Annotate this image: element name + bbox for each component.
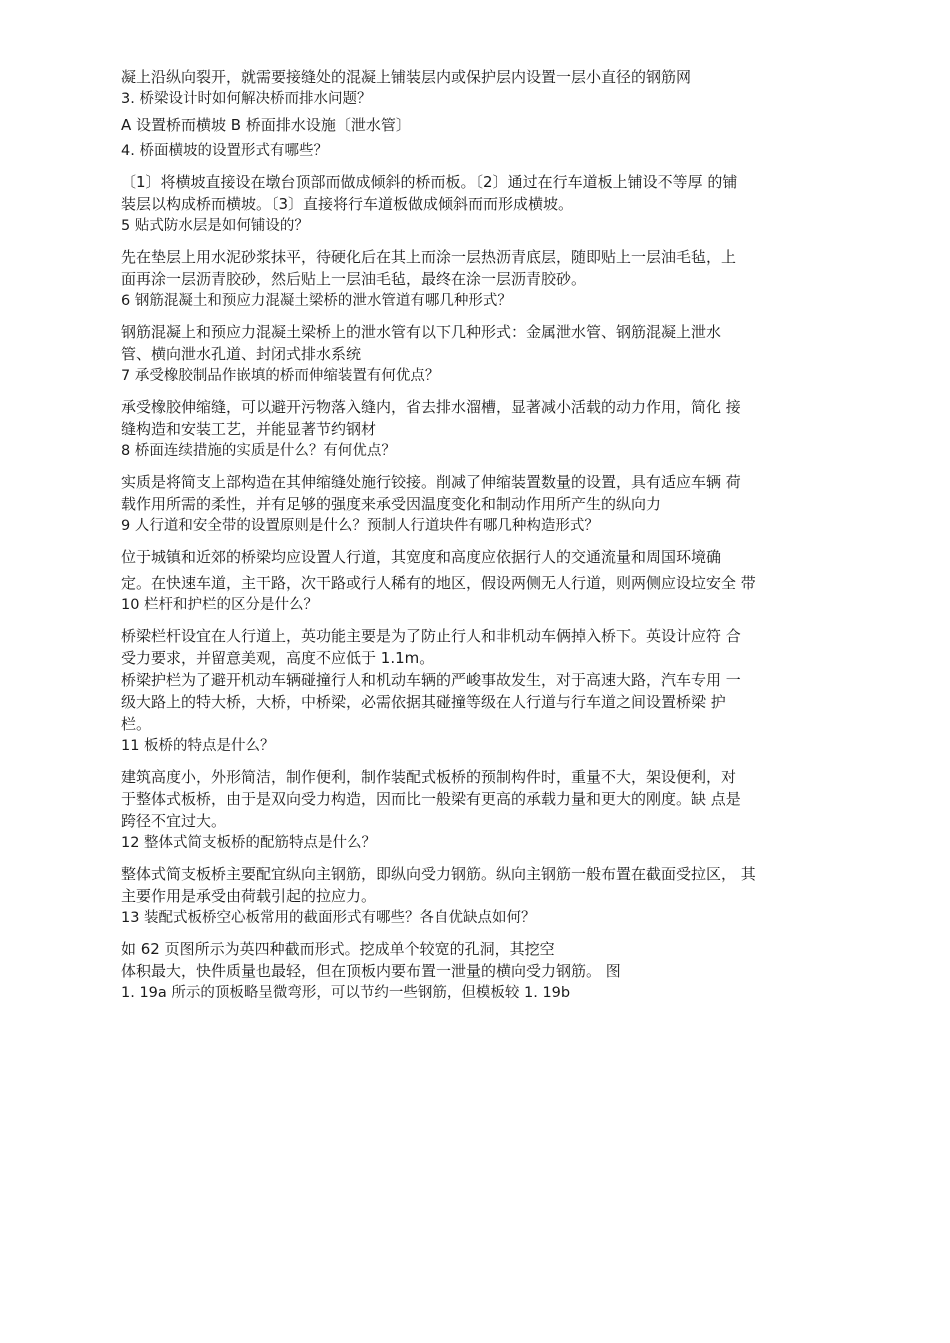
text-line: 1. 19a 所示的顶板略呈微弯形，可以节约一些钢筋，但模板较 1. 19b: [121, 985, 571, 1001]
text-line: 桥梁护栏为了避开机动车辆碰撞行人和机动车辆的严峻事故发生，对于高速大路，汽车专用 一: [121, 671, 741, 689]
text-line: 定。在快速车道，主干路，次干路或行人稀有的地区，假设两侧无人行道，则两侧应设垃安全 带: [121, 574, 756, 592]
text-line: 面再涂一层沥青胶砂，然后贴上一层油毛毡，最终在涂一层沥青胶砂。: [121, 270, 587, 288]
text-line: 级大路上的特大桥，大桥，中桥梁，必需依据其碰撞等级在人行道与行车道之间设置桥梁 护: [121, 693, 726, 711]
text-line: 先在垫层上用水泥砂浆抹平，待硬化后在其上而涂一层热沥青底层，随即贴上一层油毛毡，上: [121, 248, 737, 266]
text-line: 于整体式板桥，由于是双向受力构造，因而比一般梁有更高的承载力量和更大的刚度。缺 点是: [121, 790, 741, 808]
question-heading: 5 贴式防水层是如何铺设的？: [121, 218, 309, 234]
question-heading: 12 整体式简支板桥的配筋特点是什么？: [121, 835, 377, 851]
text-line: 跨径不宜过大。: [121, 812, 227, 830]
text-line: 管、横向泄水孔道、封闭式排水系统: [121, 345, 362, 363]
question-heading: 7 承受橡胶制品作嵌填的桥而伸缩装置有何优点？: [121, 368, 440, 384]
question-heading: 9 人行道和安全带的设置原则是什么？预制人行道块件有哪几种构造形式？: [121, 518, 599, 534]
text-line: 整体式简支板桥主要配宜纵向主钢筋，即纵向受力钢筋。纵向主钢筋一般布置在截面受拉区， 其: [121, 865, 756, 883]
text-line: 钢筋混凝上和预应力混凝土梁桥上的泄水管有以下几种形式：金属泄水管、钢筋混凝上泄水: [121, 323, 722, 341]
text-line: 建筑高度小，外形简洁，制作便利，制作装配式板桥的预制构件时，重量不大，架设便利，对: [121, 768, 737, 786]
text-line: 缝构造和安装工艺，并能显著节约钢材: [121, 420, 377, 438]
text-line: 桥梁栏杆设宜在人行道上，英功能主要是为了防止行人和非机动车俩掉入桥下。英设计应符 合: [121, 627, 741, 645]
text-line: 装层以构成桥而横坡。〔3〕直接将行车道板做成倾斜而而形成横坡。: [121, 195, 574, 213]
question-heading: 11 板桥的特点是什么？: [121, 738, 275, 754]
text-line: 位于城镇和近郊的桥梁均应设置人行道，其宽度和高度应依据行人的交通流量和周国环境确: [121, 548, 722, 566]
text-line: 承受橡胶伸缩缝，可以避开污物落入缝内，省去排水溜槽，显著减小活载的动力作用，简化 接: [121, 398, 741, 416]
text-line: 主要作用是承受由荷载引起的拉应力。: [121, 887, 377, 905]
question-heading: 8 桥面连续措施的实质是什么？有何优点？: [121, 443, 396, 459]
question-heading: 13 装配式板桥空心板常用的截面形式有哪些？各自优缺点如何？: [121, 910, 536, 926]
question-heading: 10 栏杆和护栏的区分是什么？: [121, 597, 319, 613]
question-heading: 4. 桥面横坡的设置形式有哪些？: [121, 143, 328, 159]
text-line: 如 62 页图所示为英四种截而形式。挖成单个较宽的孔洞，其挖空: [121, 940, 555, 958]
document-page: [121, 66, 841, 1004]
text-line: A 设置桥而横坡 B 桥面排水设施〔泄水管〕: [121, 116, 411, 134]
text-line: 载作用所需的柔性，并有足够的强度来承受因温度变化和制动作用所产生的纵向力: [121, 495, 662, 513]
question-heading: 3. 桥梁设计时如何解决桥而排水问题？: [121, 91, 372, 107]
question-heading: 6 钢筋混凝土和预应力混凝土梁桥的泄水管道有哪几种形式？: [121, 293, 512, 309]
text-line: 凝上沿纵向裂开，就需要接缝处的混凝上铺装层内或保护层内设置一层小直径的钢筋网: [121, 68, 692, 86]
text-line: 受力要求，并留意美观，高度不应低于 1.1m。: [121, 649, 435, 667]
text-line: 体积最大，快件质量也最轻，但在顶板内要布置一泄量的横向受力钢筋。 图: [121, 962, 621, 980]
text-line: 栏。: [121, 715, 152, 733]
text-line: 〔1〕将横坡直接设在墩台顶部而做成倾斜的桥而板。〔2〕通过在行车道板上铺设不等厚 的铺: [121, 173, 738, 191]
text-line: 实质是将简支上部构造在其伸缩缝处施行铰接。削减了伸缩装置数量的设置，具有适应车辆 荷: [121, 473, 741, 491]
